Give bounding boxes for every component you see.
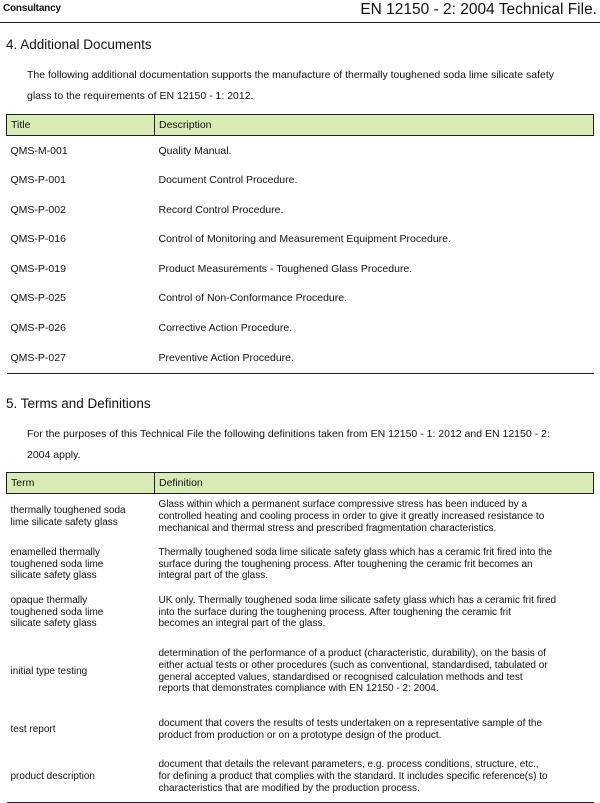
column-header-definition: Definition	[155, 473, 594, 494]
definition-line: becomes an integral part of the glass.	[158, 618, 326, 630]
definition-cell	[155, 589, 594, 636]
document-description-cell: Corrective Action Procedure.	[158, 321, 293, 334]
term-line: enamelled thermally	[10, 546, 100, 558]
document-title: EN 12150 - 2: 2004 Technical File.	[360, 1, 597, 18]
definition-line: for defining a product that complies with the standard. It includes specific reference(s) to	[158, 771, 548, 783]
intro-line: 2004 apply.	[27, 449, 81, 461]
definition-line: integral part of the glass.	[158, 570, 269, 582]
definition-cell	[155, 494, 594, 541]
document-id-cell: QMS-P-001	[10, 174, 66, 187]
document-description-cell: Control of Non-Conformance Procedure.	[158, 292, 348, 305]
term-line: silicate safety glass	[10, 618, 97, 630]
term-line: initial type testing	[10, 665, 88, 677]
definition-line: document that details the relevant parameters, e.g. process conditions, structure, etc.,	[158, 759, 539, 771]
table-row	[7, 136, 594, 166]
definition-line: Thermally toughened soda lime silicate safety glass which has a ceramic frit fired into the	[158, 546, 553, 558]
definition-line: reports that demonstrates compliance with EN 12150 - 2: 2004.	[158, 683, 439, 695]
document-id-cell: QMS-P-026	[10, 321, 66, 334]
document-description-cell: Document Control Procedure.	[158, 174, 298, 187]
definition-line: surface during the toughening process. After toughening the ceramic frit becomes an	[158, 558, 533, 570]
table-row	[7, 254, 594, 284]
table-row	[7, 636, 594, 707]
term-cell	[7, 636, 155, 707]
document-description-cell: Preventive Action Procedure.	[155, 343, 594, 374]
definition-line: into the surface during the toughening process. After toughening the ceramic frit	[158, 606, 511, 618]
table-row	[7, 589, 594, 636]
definition-line: mechanical and thermal stress and prescribed fragmentation characteristics.	[158, 522, 497, 534]
terms-definitions-table	[6, 472, 594, 803]
term-line: silicate safety glass	[10, 570, 97, 582]
column-header-term: Term	[7, 473, 155, 494]
term-line: test report	[10, 723, 56, 735]
additional-documents-table	[6, 114, 594, 374]
document-id-cell: QMS-P-027	[7, 343, 155, 374]
document-description-cell: Quality Manual.	[158, 144, 232, 157]
definition-line: either actual tests or other procedures (such as conventional, standardised, tabulated or	[158, 659, 548, 671]
table-row	[7, 707, 594, 752]
term-cell	[7, 540, 155, 589]
document-description-cell: Product Measurements - Toughened Glass Procedure.	[158, 262, 413, 275]
document-description-cell: Record Control Procedure.	[158, 203, 284, 216]
document-description-cell: Control of Monitoring and Measurement Equipment Procedure.	[158, 233, 451, 246]
term-line: toughened soda lime	[10, 558, 104, 570]
table-row	[7, 284, 594, 314]
section-4-intro	[27, 65, 593, 107]
table-row	[7, 540, 594, 589]
definition-cell	[155, 540, 594, 589]
table-row	[7, 313, 594, 343]
term-line: thermally toughened soda	[10, 505, 126, 517]
intro-line: glass to the requirements of EN 12150 - 1: 2012.	[27, 90, 254, 102]
section-5-intro	[27, 424, 593, 466]
section-5-heading: 5. Terms and Definitions	[6, 396, 151, 411]
term-line: toughened soda lime	[10, 606, 104, 618]
document-id-cell: QMS-P-025	[10, 292, 66, 305]
table-row	[7, 195, 594, 225]
table-row	[7, 166, 594, 196]
page-header	[0, 0, 600, 23]
table-row	[7, 225, 594, 255]
term-line: lime silicate safety glass	[10, 517, 118, 528]
intro-line: The following additional documentation supports the manufacture of thermally toughened soda lime silicate safety	[27, 69, 555, 81]
document-id-cell: QMS-P-016	[10, 233, 66, 246]
term-line: product description	[10, 771, 95, 783]
document-id-cell: QMS-M-001	[10, 144, 68, 157]
definition-cell	[155, 636, 594, 707]
section-4-heading: 4. Additional Documents	[6, 37, 152, 52]
table-row	[7, 343, 594, 374]
column-header-description: Description	[155, 115, 594, 136]
definition-line: document that covers the results of tests undertaken on a representative sample of the	[158, 717, 543, 729]
definition-line: UK only. Thermally toughened soda lime silicate safety glass which has a ceramic frit fired	[158, 594, 557, 606]
table-header-row	[7, 115, 594, 136]
table-header-row	[7, 473, 594, 494]
column-header-title: Title	[7, 115, 155, 136]
term-cell	[7, 589, 155, 636]
definition-line: general accepted values, standardised or recognised calculation methods and test	[158, 671, 523, 683]
intro-line: For the purposes of this Technical File the following definitions taken from EN 12150 - 1: 2012 and EN 12150 - 2:	[27, 428, 550, 440]
definition-line: product from production or on a prototype design of the product.	[158, 729, 442, 741]
definition-line: Glass within which a permanent surface compressive stress has been induced by a	[158, 499, 528, 511]
document-id-cell: QMS-P-002	[10, 203, 66, 216]
term-line: opaque thermally	[10, 594, 88, 606]
definition-cell	[155, 707, 594, 752]
term-cell	[7, 494, 155, 541]
brand-name: Consultancy	[3, 3, 61, 14]
definition-line: characteristics that are modified by the production process.	[158, 782, 420, 794]
definition-line: determination of the performance of a product (characteristic, durability), on the basis of	[158, 648, 546, 660]
document-id-cell: QMS-P-019	[10, 262, 66, 275]
table-row	[7, 494, 594, 541]
term-cell	[7, 707, 155, 752]
definition-line: controlled heating and cooling process in order to give it greatly increased resistance to	[158, 511, 545, 523]
